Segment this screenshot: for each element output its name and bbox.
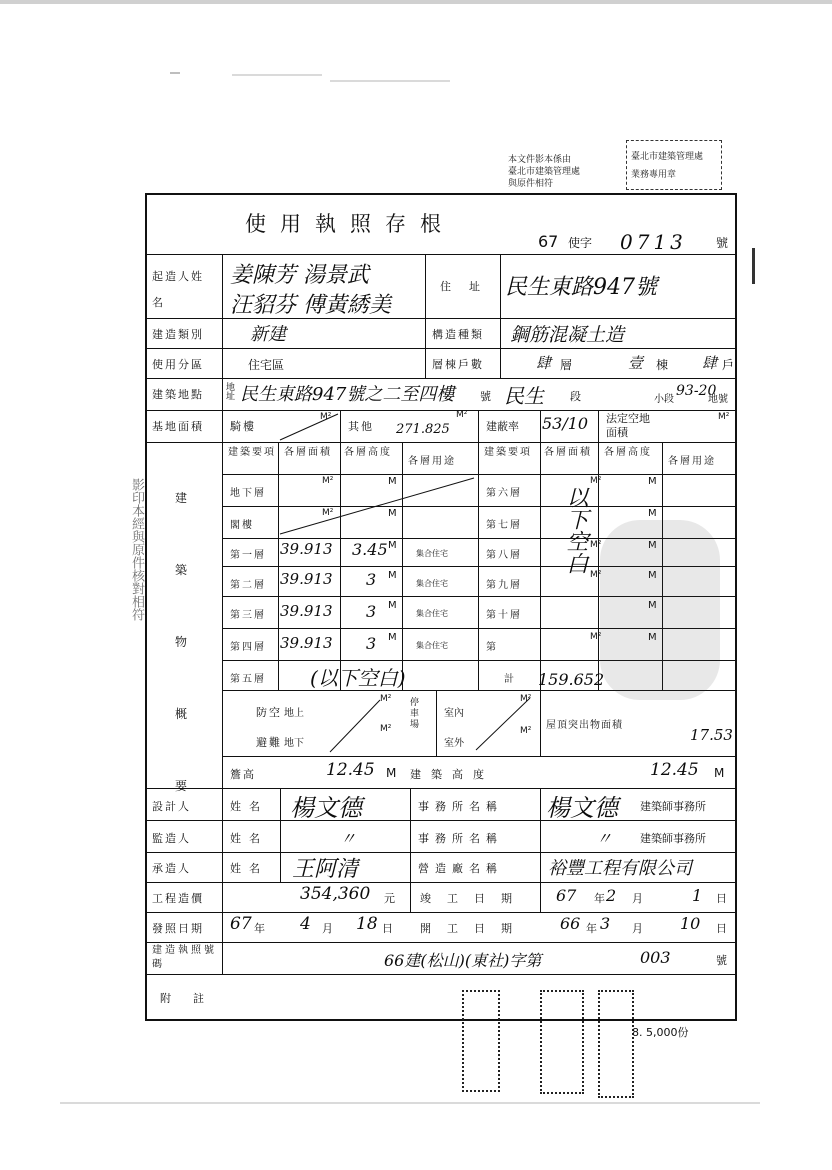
cost-label: 工程造價 — [152, 892, 204, 905]
row-item: 第 — [486, 642, 498, 653]
stamp-line: 臺北市建築管理處 — [508, 167, 581, 177]
unit: M — [648, 508, 657, 519]
rule — [222, 756, 737, 757]
rule — [478, 410, 479, 690]
month-unit: 月 — [632, 922, 643, 935]
supervisor-name: 〃 — [340, 829, 357, 848]
col-header-item: 建築要項 — [484, 447, 532, 458]
basement-strike — [278, 474, 478, 538]
row-use: 集合住宅 — [416, 549, 448, 558]
rule — [145, 410, 737, 411]
rule — [145, 348, 737, 349]
issue-year: 67 — [230, 914, 252, 934]
unit: M — [648, 600, 657, 611]
unit: M — [388, 508, 397, 519]
supervisor-name-label: 姓名 — [230, 832, 268, 845]
scan-bracket — [752, 248, 769, 284]
row-item: 閣樓 — [230, 520, 254, 531]
rule — [145, 820, 737, 821]
coverage-value: 53/10 — [542, 414, 589, 433]
unit: M — [648, 476, 657, 487]
outdoor-label: 室外 — [444, 738, 464, 749]
buildings-value: 壹 — [628, 354, 644, 372]
scan-smudge — [600, 520, 720, 700]
roof-value: 17.53 — [690, 726, 733, 744]
designer-name: 楊文德 — [290, 794, 362, 822]
unit: M — [388, 600, 397, 611]
unit: M — [388, 632, 397, 643]
start-label: 開工日期 — [420, 922, 528, 935]
rule — [145, 974, 737, 975]
unit: M² — [590, 570, 602, 580]
rule — [145, 942, 737, 943]
coverage-label: 建蔽率 — [486, 420, 519, 433]
unit: M — [648, 540, 657, 551]
builder-names-1: 姜陳芳 湯景武 — [230, 263, 369, 288]
structure-value: 鋼筋混凝土造 — [510, 324, 625, 346]
supervisor-office-label: 事務所名稱 — [418, 832, 503, 845]
permit-year: 67 — [538, 232, 559, 251]
rule — [500, 254, 501, 378]
contractor-company-label: 營造廠名稱 — [418, 862, 503, 875]
stamp-line: 本文件影本係由 — [508, 155, 572, 165]
designer-office-label: 事務所名稱 — [418, 800, 503, 813]
structure-label: 構造種類 — [432, 328, 484, 341]
row-item: 第二層 — [230, 580, 266, 591]
units-value: 肆 — [702, 354, 718, 372]
units-unit: 戶 — [722, 358, 735, 372]
zoning-label: 使用分區 — [152, 358, 204, 371]
evacuation-label: 避難 — [256, 736, 282, 749]
scan-edge-top — [0, 0, 832, 4]
area-label: 基地面積 — [152, 420, 204, 433]
parking-strike — [470, 694, 540, 754]
official-stamp-box — [626, 140, 722, 190]
completion-label: 竣工日期 — [420, 892, 528, 905]
rule — [598, 410, 599, 690]
seal-stamp — [598, 990, 634, 1098]
rule — [145, 254, 737, 255]
other-label: 其他 — [348, 420, 374, 433]
designer-name-label: 姓名 — [230, 800, 268, 813]
col-header-height: 各層高度 — [604, 447, 652, 458]
rule — [145, 378, 737, 379]
row-area: (以下空白) — [310, 666, 406, 690]
contractor-name: 王阿清 — [292, 857, 359, 882]
unit: M — [648, 570, 657, 581]
arcade-label: 騎樓 — [230, 420, 256, 433]
scan-edge-bottom — [60, 1102, 760, 1104]
completion-month: 2 — [606, 886, 617, 905]
designer-label: 設計人 — [152, 800, 191, 813]
rule — [145, 442, 737, 443]
year-unit: 年 — [594, 892, 605, 905]
rule — [145, 852, 737, 853]
builder-label: 起造人姓名 — [152, 270, 204, 309]
site-prefix: 地址 — [226, 383, 236, 402]
parking-label: 停車場 — [410, 698, 420, 730]
site-duan: 段 — [570, 390, 581, 403]
row-height: 3 — [366, 602, 377, 621]
address-label: 住址 — [440, 280, 498, 293]
issue-month: 4 — [300, 914, 311, 934]
row-item: 第四層 — [230, 642, 266, 653]
rule — [145, 912, 737, 913]
row-use: 集合住宅 — [416, 609, 448, 618]
row-item: 第九層 — [486, 580, 522, 591]
permit-no: 003 — [640, 948, 671, 967]
rule — [222, 410, 223, 788]
permit-value: 66建(松山)(東社)字第 — [384, 951, 542, 970]
other-area-value: 271.825 — [396, 422, 450, 437]
permit-word: 使字 — [568, 236, 593, 250]
row-item: 第五層 — [230, 674, 266, 685]
buildings-unit: 棟 — [656, 358, 669, 372]
print-info: 8. 5,000份 — [632, 1026, 689, 1039]
shelter-label: 防空 — [256, 706, 282, 719]
rule — [540, 788, 541, 912]
row-item: 第八層 — [486, 550, 522, 561]
area-unit: M² — [718, 412, 730, 422]
issue-day: 18 — [356, 914, 378, 934]
row-item: 地下層 — [230, 488, 266, 499]
unit: M² — [520, 694, 532, 704]
cost-value: 354,360 — [300, 884, 371, 904]
row-area: 39.913 — [280, 634, 333, 652]
unit: M² — [380, 724, 392, 734]
eaves-label: 簷高 — [230, 768, 256, 781]
indoor-label: 室內 — [444, 708, 464, 719]
above-ground: 地上 — [284, 708, 304, 719]
roof-label: 屋頂突出物面積 — [546, 720, 623, 731]
side-char: 建 — [175, 491, 190, 505]
row-item: 第七層 — [486, 520, 522, 531]
year-unit: 年 — [254, 922, 265, 935]
col-header-height: 各層高度 — [344, 447, 392, 458]
completion-day: 1 — [692, 886, 703, 905]
side-note: 影印本經與原件核對相符 — [129, 478, 144, 621]
unit: M² — [590, 632, 602, 642]
designer-office-suffix: 建築師事務所 — [640, 800, 706, 813]
col-header-use: 各層用途 — [408, 456, 456, 467]
rule — [222, 254, 223, 410]
row-use: 集合住宅 — [416, 641, 448, 650]
rule — [540, 410, 541, 756]
day-unit: 日 — [716, 892, 727, 905]
row-item: 第三層 — [230, 610, 266, 621]
unit: M² — [520, 726, 532, 736]
row-height: 3 — [366, 634, 377, 653]
seal-stamp — [462, 990, 500, 1092]
rule — [280, 788, 281, 882]
col-header-item: 建築要項 — [228, 447, 276, 458]
eaves-value: 12.45 — [326, 760, 375, 780]
table-side-label — [175, 462, 189, 822]
rule — [410, 788, 411, 912]
rule — [145, 788, 737, 789]
supervisor-label: 監造人 — [152, 832, 191, 845]
open-space-label: 法定空地面積 — [606, 412, 650, 439]
area-unit: M² — [456, 410, 468, 420]
site-hao: 號 — [480, 390, 491, 403]
col-header-area: 各層面積 — [544, 447, 592, 458]
day-unit: 日 — [382, 922, 393, 935]
building-type-label: 建造類別 — [152, 328, 204, 341]
row-item: 第十層 — [486, 610, 522, 621]
unit: M — [388, 476, 397, 487]
scan-speck — [170, 72, 180, 74]
unit: M — [388, 570, 397, 581]
building-type-value: 新建 — [250, 324, 286, 345]
unit: M² — [590, 540, 602, 550]
scan-speck — [330, 80, 450, 82]
scan-speck — [232, 74, 322, 76]
unit: M² — [590, 476, 602, 486]
unit: M² — [380, 694, 392, 704]
row-area: 39.913 — [280, 602, 333, 620]
row-area: 39.913 — [280, 570, 333, 588]
contractor-label: 承造人 — [152, 862, 191, 875]
builder-names-2: 汪貂芬 傅黃綉美 — [230, 293, 391, 318]
start-month: 3 — [600, 914, 611, 933]
rule — [436, 690, 437, 756]
start-year: 66 — [560, 914, 581, 933]
stamp-box-line: 業務專用章 — [631, 170, 677, 180]
rule — [340, 410, 341, 690]
contractor-company: 裕豐工程有限公司 — [548, 858, 692, 879]
side-char: 物 — [175, 635, 190, 649]
row-area: 39.913 — [280, 540, 333, 558]
rule — [145, 882, 737, 883]
unit: M — [388, 540, 397, 551]
row-item: 第六層 — [486, 488, 522, 499]
arcade-strike — [278, 412, 340, 442]
contractor-name-label: 姓名 — [230, 862, 268, 875]
day-unit: 日 — [716, 922, 727, 935]
permit-number: 0713 — [620, 230, 687, 254]
floors-value: 肆 — [536, 354, 552, 372]
month-unit: 月 — [632, 892, 643, 905]
row-item: 第一層 — [230, 550, 266, 561]
area-unit: M² — [320, 412, 332, 422]
site-district: 民生 — [504, 384, 544, 408]
floors-unit: 層 — [560, 358, 573, 372]
seal-stamp — [540, 990, 584, 1094]
site-lot-unit: 地號 — [708, 394, 728, 405]
height-unit: M — [714, 766, 725, 780]
unit: M² — [322, 476, 334, 486]
side-char: 要 — [175, 779, 190, 793]
start-day: 10 — [680, 914, 701, 933]
zoning-value: 住宅區 — [248, 358, 285, 372]
permit-hao: 號 — [716, 236, 729, 250]
col-header-area: 各層面積 — [284, 447, 332, 458]
notes-label: 附註 — [160, 992, 226, 1005]
unit: M — [648, 632, 657, 643]
supervisor-office-suffix: 建築師事務所 — [640, 832, 706, 845]
issue-label: 發照日期 — [152, 922, 204, 935]
site-address: 民生東路947號之二至四樓 — [240, 384, 455, 405]
site-lot: 93-20 — [676, 383, 717, 399]
completion-year: 67 — [556, 886, 577, 905]
rule — [222, 788, 223, 974]
permit-label: 建造執照號碼 — [152, 945, 217, 970]
height-value: 12.45 — [650, 760, 699, 780]
floors-label: 層棟戶數 — [432, 358, 484, 371]
row-use: 集合住宅 — [416, 579, 448, 588]
month-unit: 月 — [322, 922, 333, 935]
designer-office: 楊文德 — [546, 794, 618, 822]
height-label: 建築高度 — [410, 768, 494, 781]
shelter-strike — [300, 694, 410, 754]
right-blank-note: 以下空白 — [563, 486, 588, 574]
row-height: 3.45 — [352, 540, 388, 559]
builder-address: 民生東路947號 — [505, 275, 657, 300]
form-title: 使用執照存根 — [245, 212, 455, 236]
stamp-line: 與原件相符 — [508, 179, 554, 189]
rule — [425, 254, 426, 378]
unit: M² — [322, 508, 334, 518]
row-height: 3 — [366, 570, 377, 589]
rule — [145, 442, 146, 788]
supervisor-office: 〃 — [596, 829, 613, 848]
permit-hao-unit: 號 — [716, 954, 727, 967]
stamp-box-line: 臺北市建築管理處 — [631, 152, 704, 162]
site-subsection: 小段 — [654, 394, 674, 405]
side-char: 築 — [175, 563, 190, 577]
total-area: 159.652 — [538, 670, 605, 689]
site-label: 建築地點 — [152, 388, 204, 401]
col-header-use: 各層用途 — [668, 456, 716, 467]
side-char: 概 — [175, 707, 190, 721]
below-ground: 地下 — [284, 738, 304, 749]
year-unit: 年 — [586, 922, 597, 935]
row-item: 計 — [504, 674, 516, 685]
eaves-unit: M — [386, 766, 397, 780]
cost-unit: 元 — [384, 892, 395, 905]
